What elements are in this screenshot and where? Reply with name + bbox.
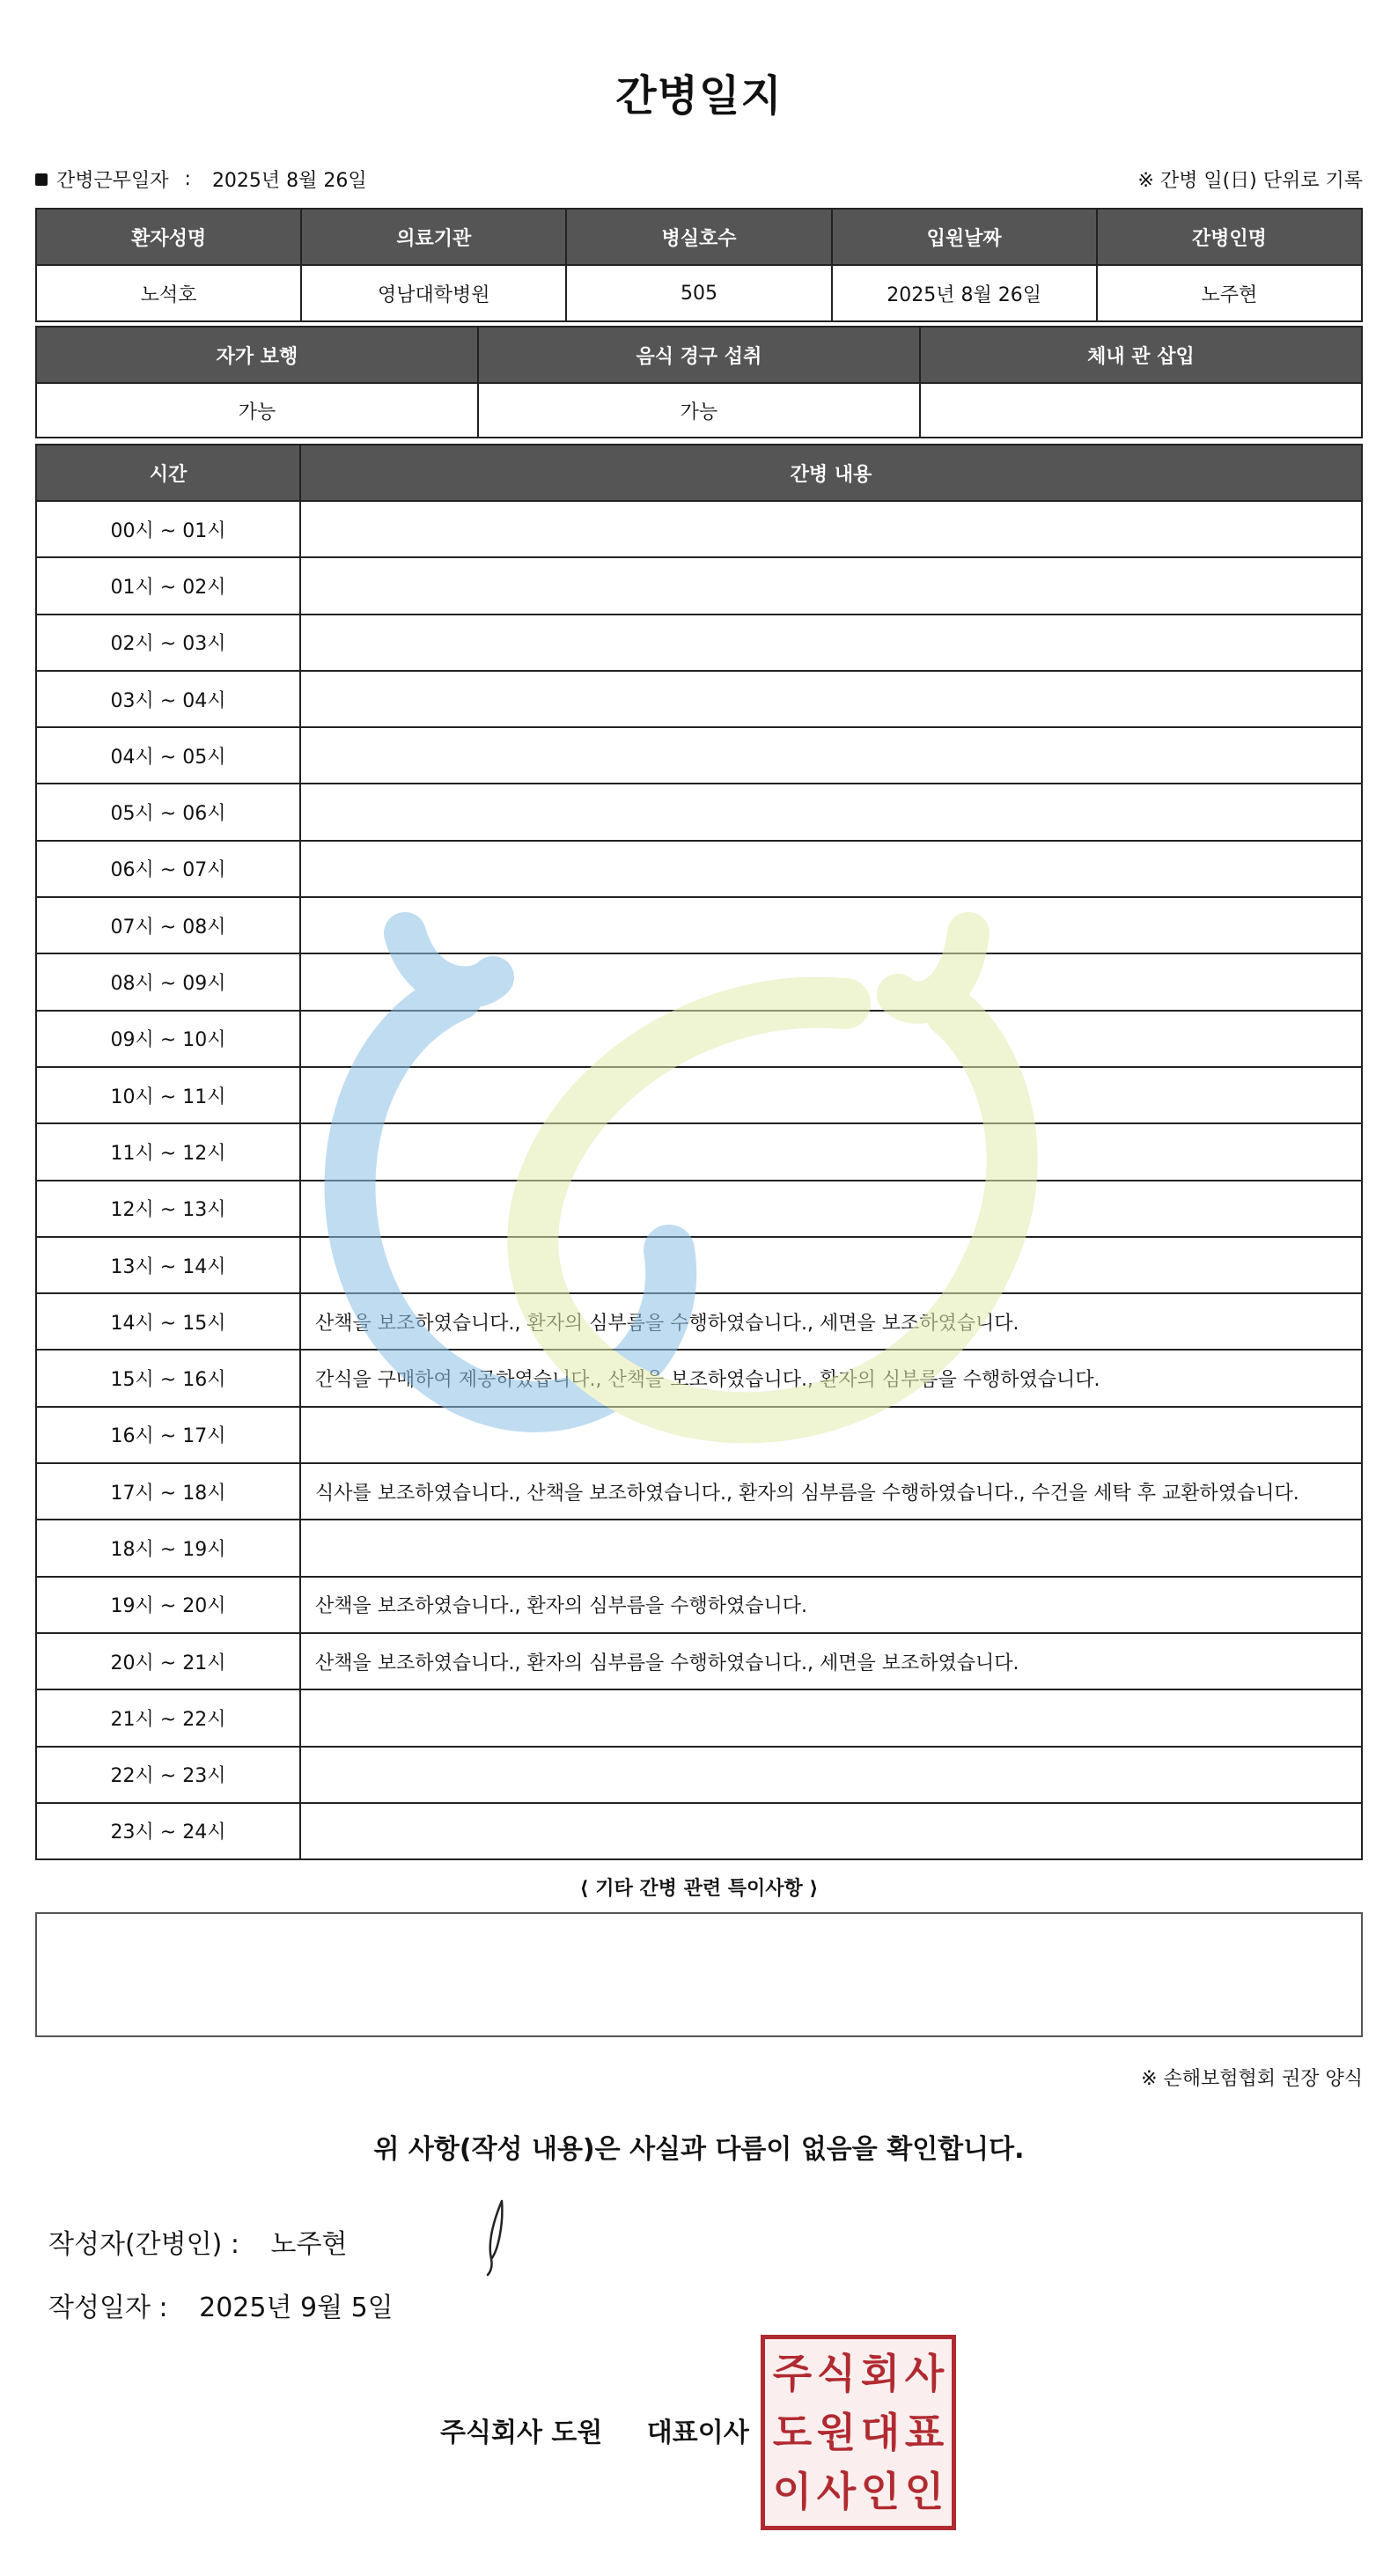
log-row	[36, 1747, 1362, 1803]
log-time: 11시 ~ 12시	[36, 1123, 300, 1180]
patient-info-table	[35, 208, 1363, 322]
writer-label: 작성자(간병인) :	[48, 2229, 239, 2260]
header-tube-insertion: 체내 관 삽입	[920, 327, 1362, 383]
log-row	[36, 1407, 1362, 1463]
handwritten-signature	[482, 2197, 518, 2277]
log-row	[36, 953, 1362, 1010]
log-row	[36, 1577, 1362, 1633]
self-walking: 가능	[36, 383, 478, 438]
work-date	[35, 166, 367, 193]
header-content: 간병 내용	[300, 445, 1362, 501]
header-oral-intake: 음식 경구 섭취	[478, 327, 920, 383]
remarks-title: ⟨ 기타 간병 관련 특이사항 ⟩	[579, 1878, 819, 1900]
oral-intake: 가능	[478, 383, 920, 438]
log-time: 12시 ~ 13시	[36, 1181, 300, 1237]
caregiver-name: 노주현	[1097, 265, 1362, 321]
log-content	[300, 841, 1362, 897]
log-content	[300, 1689, 1362, 1746]
log-time: 00시 ~ 01시	[36, 501, 300, 557]
log-time: 06시 ~ 07시	[36, 841, 300, 897]
room-number: 505	[566, 265, 831, 321]
log-row	[36, 727, 1362, 784]
log-row	[36, 1463, 1362, 1520]
meta-row	[35, 166, 1363, 194]
log-time: 16시 ~ 17시	[36, 1407, 300, 1463]
log-content	[300, 953, 1362, 1010]
log-content	[300, 1407, 1362, 1463]
stamp-char: 주	[772, 2350, 813, 2398]
log-content	[300, 1067, 1362, 1123]
log-row	[36, 1633, 1362, 1689]
log-time: 10시 ~ 11시	[36, 1067, 300, 1123]
recommendation-note: ※ 손해보험협회 권장 양식	[1141, 2068, 1363, 2090]
stamp-char: 식	[816, 2350, 857, 2398]
log-content	[300, 1520, 1362, 1576]
log-content	[300, 557, 1362, 614]
log-time: 15시 ~ 16시	[36, 1350, 300, 1406]
ability-value-row	[36, 383, 1362, 438]
log-time: 19시 ~ 20시	[36, 1577, 300, 1633]
log-content: 간식을 구매하여 제공하였습니다., 산책을 보조하였습니다., 환자의 심부름을 수행하였습니다.	[300, 1350, 1362, 1406]
header-hospital: 의료기관	[301, 209, 566, 265]
ceo-title: 대표이사	[646, 2418, 749, 2448]
log-content: 산책을 보조하였습니다., 환자의 심부름을 수행하였습니다.	[300, 1577, 1362, 1633]
remarks-box	[35, 1912, 1363, 2037]
log-row	[36, 1520, 1362, 1576]
stamp-char: 대	[860, 2408, 901, 2456]
log-row	[36, 1803, 1362, 1859]
log-content	[300, 1237, 1362, 1293]
log-row	[36, 897, 1362, 953]
log-time: 17시 ~ 18시	[36, 1463, 300, 1520]
log-content	[300, 784, 1362, 840]
work-date-colon: :	[184, 168, 191, 190]
log-time: 02시 ~ 03시	[36, 615, 300, 671]
log-content	[300, 671, 1362, 727]
log-time: 09시 ~ 10시	[36, 1011, 300, 1067]
log-time: 18시 ~ 19시	[36, 1520, 300, 1576]
header-time: 시간	[36, 445, 300, 501]
log-time: 14시 ~ 15시	[36, 1293, 300, 1350]
log-content	[300, 1123, 1362, 1180]
log-time: 22시 ~ 23시	[36, 1747, 300, 1803]
company-name: 주식회사 도원	[440, 2418, 603, 2448]
work-date-value: 2025년 8월 26일	[211, 170, 367, 192]
company-seal-stamp	[761, 2335, 956, 2530]
log-row	[36, 501, 1362, 557]
log-time: 20시 ~ 21시	[36, 1633, 300, 1689]
stamp-char: 회	[860, 2350, 901, 2398]
patient-header-row	[36, 209, 1362, 265]
log-row	[36, 1123, 1362, 1180]
write-date-value: 2025년 9월 5일	[199, 2293, 394, 2323]
stamp-char: 사	[904, 2350, 945, 2398]
admission-date: 2025년 8월 26일	[832, 265, 1097, 321]
log-row	[36, 1011, 1362, 1067]
stamp-char: 원	[816, 2408, 857, 2456]
stamp-char: 도	[772, 2408, 813, 2456]
writer-line	[48, 2222, 347, 2261]
log-content: 식사를 보조하였습니다., 산책을 보조하였습니다., 환자의 심부름을 수행하였습니다., 수건을 세탁 후 교환하였습니다.	[300, 1463, 1362, 1520]
header-self-walking: 자가 보행	[36, 327, 478, 383]
log-row	[36, 615, 1362, 671]
header-admission-date: 입원날짜	[832, 209, 1097, 265]
stamp-char: 인	[860, 2467, 901, 2515]
log-row	[36, 1293, 1362, 1350]
log-header-row	[36, 445, 1362, 501]
log-time: 21시 ~ 22시	[36, 1689, 300, 1746]
stamp-char: 인	[904, 2467, 945, 2515]
log-time: 23시 ~ 24시	[36, 1803, 300, 1859]
work-date-label: 간병근무일자	[56, 170, 169, 192]
log-content: 산책을 보조하였습니다., 환자의 심부름을 수행하였습니다., 세면을 보조하였습니다.	[300, 1293, 1362, 1350]
log-time: 05시 ~ 06시	[36, 784, 300, 840]
log-time: 04시 ~ 05시	[36, 727, 300, 784]
header-patient-name: 환자성명	[36, 209, 301, 265]
log-content	[300, 1803, 1362, 1859]
hourly-log-table	[35, 444, 1363, 1860]
log-content	[300, 727, 1362, 784]
log-content	[300, 1011, 1362, 1067]
log-content	[300, 897, 1362, 953]
log-row	[36, 1689, 1362, 1746]
write-date-label: 작성일자 :	[48, 2293, 168, 2323]
stamp-char: 사	[816, 2467, 857, 2515]
confirmation-statement: 위 사항(작성 내용)은 사실과 다름이 없음을 확인합니다.	[373, 2134, 1025, 2165]
header-room-number: 병실호수	[566, 209, 831, 265]
log-content	[300, 1747, 1362, 1803]
log-row	[36, 1237, 1362, 1293]
ability-table	[35, 326, 1363, 438]
log-content	[300, 501, 1362, 557]
log-time: 08시 ~ 09시	[36, 953, 300, 1010]
ability-header-row	[36, 327, 1362, 383]
log-time: 01시 ~ 02시	[36, 557, 300, 614]
log-row	[36, 1181, 1362, 1237]
stamp-char: 표	[904, 2408, 945, 2456]
log-time: 13시 ~ 14시	[36, 1237, 300, 1293]
bullet-square-icon	[35, 173, 48, 186]
stamp-char: 이	[772, 2467, 813, 2515]
writer-name: 노주현	[270, 2229, 348, 2260]
unit-note: ※ 간병 일(日) 단위로 기록	[1137, 170, 1363, 192]
tube-insertion	[920, 383, 1362, 438]
log-content	[300, 1181, 1362, 1237]
log-row	[36, 671, 1362, 727]
write-date-line	[48, 2285, 394, 2324]
log-row	[36, 841, 1362, 897]
log-content	[300, 615, 1362, 671]
page-title: 간병일지	[615, 71, 783, 121]
hospital: 영남대학병원	[301, 265, 566, 321]
log-time: 07시 ~ 08시	[36, 897, 300, 953]
log-row	[36, 784, 1362, 840]
log-time: 03시 ~ 04시	[36, 671, 300, 727]
company-line	[440, 2410, 749, 2449]
patient-name: 노석호	[36, 265, 301, 321]
log-content: 산책을 보조하였습니다., 환자의 심부름을 수행하였습니다., 세면을 보조하였습니다.	[300, 1633, 1362, 1689]
log-row	[36, 1067, 1362, 1123]
header-caregiver-name: 간병인명	[1097, 209, 1362, 265]
log-row	[36, 1350, 1362, 1406]
patient-value-row	[36, 265, 1362, 321]
log-row	[36, 557, 1362, 614]
